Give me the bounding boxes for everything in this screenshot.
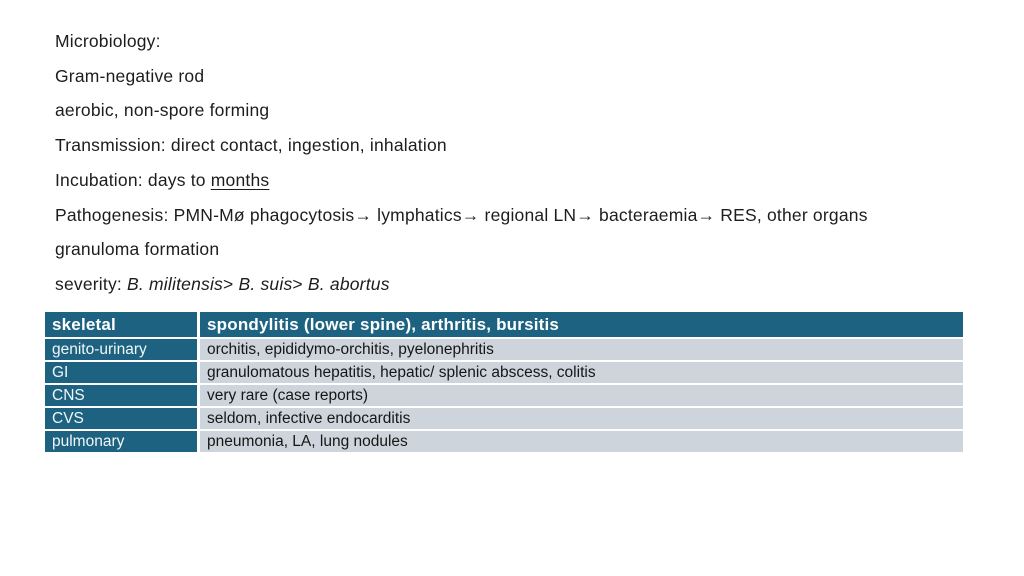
notes-text: aerobic, non-spore forming xyxy=(55,100,270,121)
severity-separator: > xyxy=(223,273,239,294)
notes-line-granuloma xyxy=(55,232,975,267)
notes-text: Transmission: direct contact, ingestion, inhalation xyxy=(55,135,447,156)
severity-prefix: severity: xyxy=(55,273,128,294)
notes-line-gram xyxy=(55,59,975,94)
table-header-value-cell: spondylitis (lower spine), arthritis, bursitis xyxy=(200,312,963,337)
notes-line-incubation xyxy=(55,163,975,198)
notes-line-microbiology xyxy=(55,24,975,59)
table-header-label-cell: skeletal xyxy=(45,312,197,337)
species-abortus: B. abortus xyxy=(307,273,390,294)
row-label-cell: CVS xyxy=(45,408,197,429)
incubation-prefix: Incubation: days to xyxy=(55,169,211,190)
severity-separator: > xyxy=(292,273,308,294)
row-value-cell: granulomatous hepatitis, hepatic/ splenic abscess, colitis xyxy=(200,362,963,383)
row-value-cell: pneumonia, LA, lung nodules xyxy=(200,431,963,452)
species-militensis: B. militensis xyxy=(127,273,223,294)
row-value-cell: seldom, infective endocarditis xyxy=(200,408,963,429)
notes-line-aerobic xyxy=(55,93,975,128)
row-label-cell: genito-urinary xyxy=(45,339,197,360)
row-value-cell: orchitis, epididymo-orchitis, pyelonephritis xyxy=(200,339,963,360)
row-label-cell: CNS xyxy=(45,385,197,406)
row-label-cell: pulmonary xyxy=(45,431,197,452)
notes-line-pathogenesis xyxy=(55,198,975,233)
notes-text: Microbiology: xyxy=(55,31,161,51)
row-label-cell: GI xyxy=(45,362,197,383)
clinical-manifestations-table xyxy=(45,312,963,452)
notes-text: Gram-negative rod xyxy=(55,65,205,86)
notes-text: Pathogenesis: PMN-Mø phagocytosis→ lymphatics→ regional LN→ bacteraemia→ RES, other organs xyxy=(55,204,868,225)
row-value-cell: very rare (case reports) xyxy=(200,385,963,406)
incubation-underlined-word: months xyxy=(210,169,270,190)
notes-text: granuloma formation xyxy=(55,239,220,260)
notes-line-severity xyxy=(55,267,975,302)
notes-line-transmission xyxy=(55,128,975,163)
notes-block xyxy=(55,24,975,302)
species-suis: B. suis xyxy=(238,273,293,294)
